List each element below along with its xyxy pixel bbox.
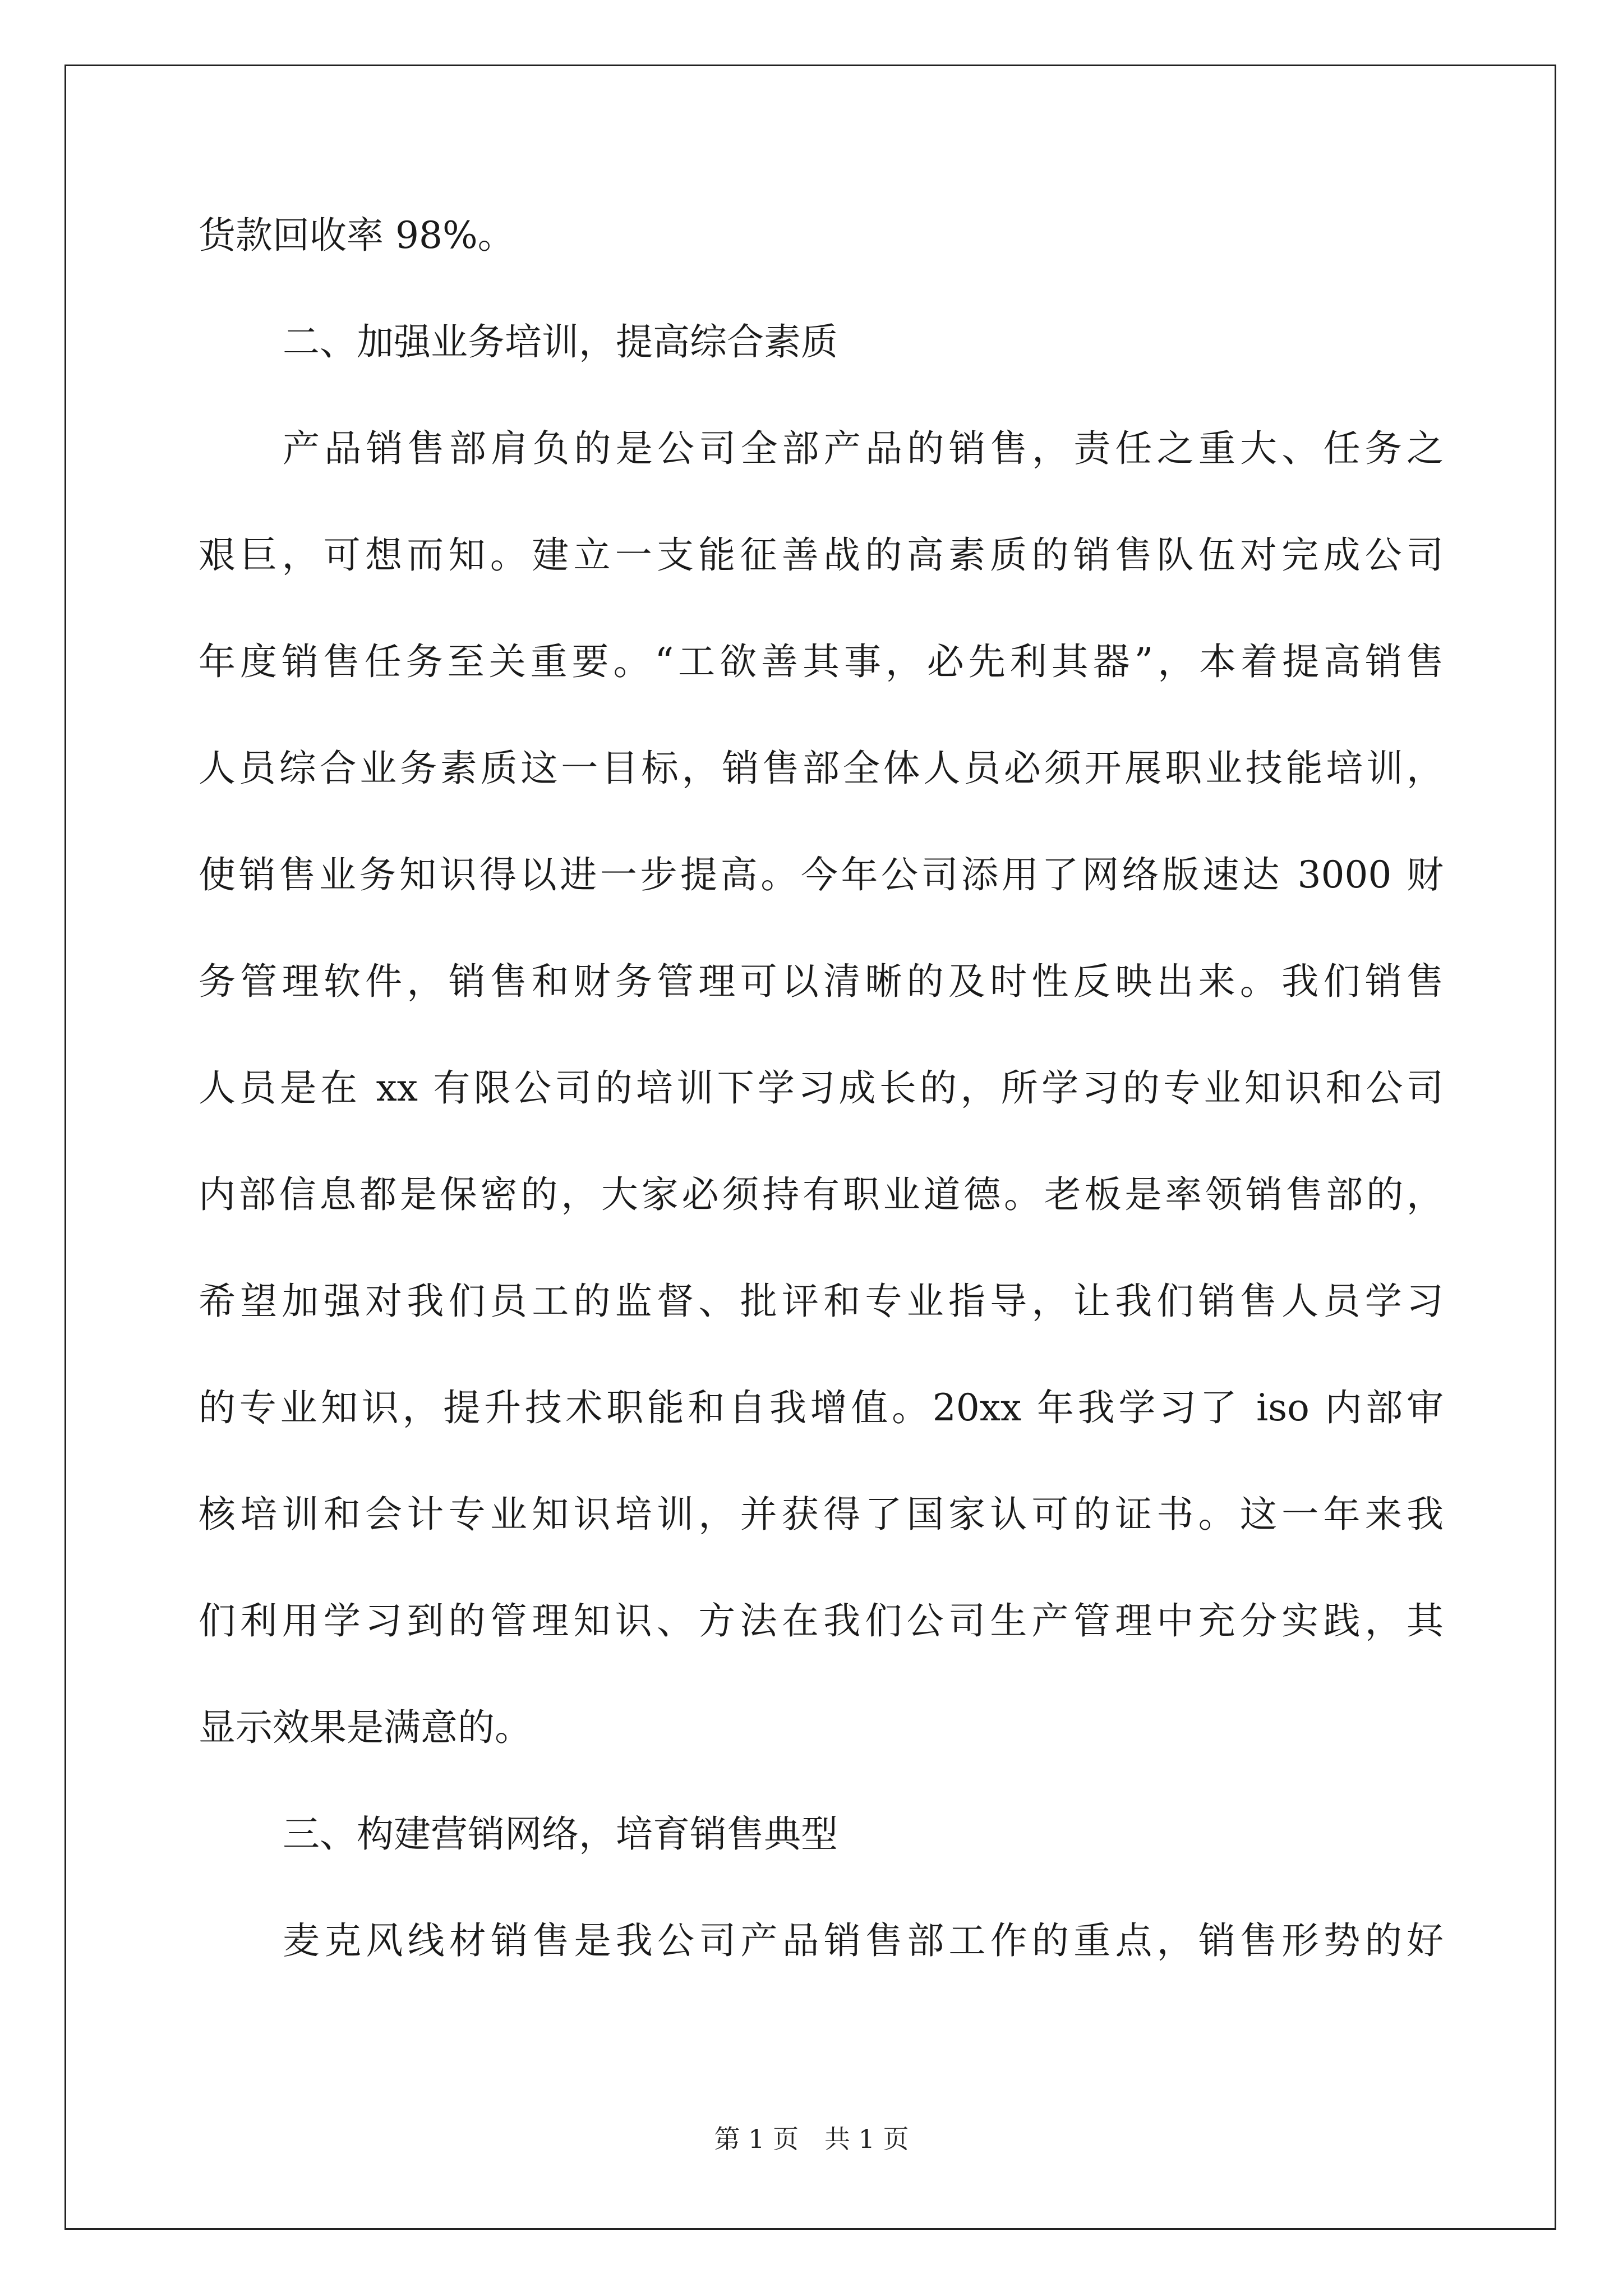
page-footer: 第 1 页 共 1 页 bbox=[714, 2124, 909, 2154]
text-line: 人员综合业务素质这一目标，销售部全体人员必须开展职业技能培训， bbox=[199, 747, 1444, 790]
text-line: 显示效果是满意的。 bbox=[199, 1706, 532, 1749]
text-line: 产品销售部肩负的是公司全部产品的销售，责任之重大、任务之 bbox=[283, 427, 1444, 470]
text-line: 们利用学习到的管理知识、方法在我们公司生产管理中充分实践，其 bbox=[199, 1599, 1444, 1642]
text-line: 麦克风线材销售是我公司产品销售部工作的重点，销售形势的好 bbox=[283, 1919, 1444, 1962]
text-line: 的专业知识，提升技术职能和自我增值。20xx 年我学习了 iso 内部审 bbox=[199, 1386, 1444, 1429]
text-line: 年度销售任务至关重要。“工欲善其事，必先利其器”，本着提高销售 bbox=[199, 640, 1444, 683]
text-line: 内部信息都是保密的，大家必须持有职业道德。老板是率领销售部的， bbox=[199, 1173, 1444, 1216]
text-line: 人员是在 xx 有限公司的培训下学习成长的，所学习的专业知识和公司 bbox=[199, 1066, 1444, 1110]
text-line: 核培训和会计专业知识培训，并获得了国家认可的证书。这一年来我 bbox=[199, 1493, 1444, 1536]
text-line: 希望加强对我们员工的监督、批评和专业指导，让我们销售人员学习 bbox=[199, 1280, 1444, 1323]
section-heading: 三、构建营销网络，培育销售典型 bbox=[283, 1812, 838, 1856]
text-line: 货款回收率 98%。 bbox=[199, 214, 515, 257]
text-line: 艰巨，可想而知。建立一支能征善战的高素质的销售队伍对完成公司 bbox=[199, 533, 1444, 577]
text-line: 使销售业务知识得以进一步提高。今年公司添用了网络版速达 3000 财 bbox=[199, 853, 1444, 896]
text-line: 务管理软件，销售和财务管理可以清晰的及时性反映出来。我们销售 bbox=[199, 960, 1444, 1003]
section-heading: 二、加强业务培训，提高综合素质 bbox=[283, 320, 838, 364]
page-border bbox=[64, 65, 1556, 2230]
